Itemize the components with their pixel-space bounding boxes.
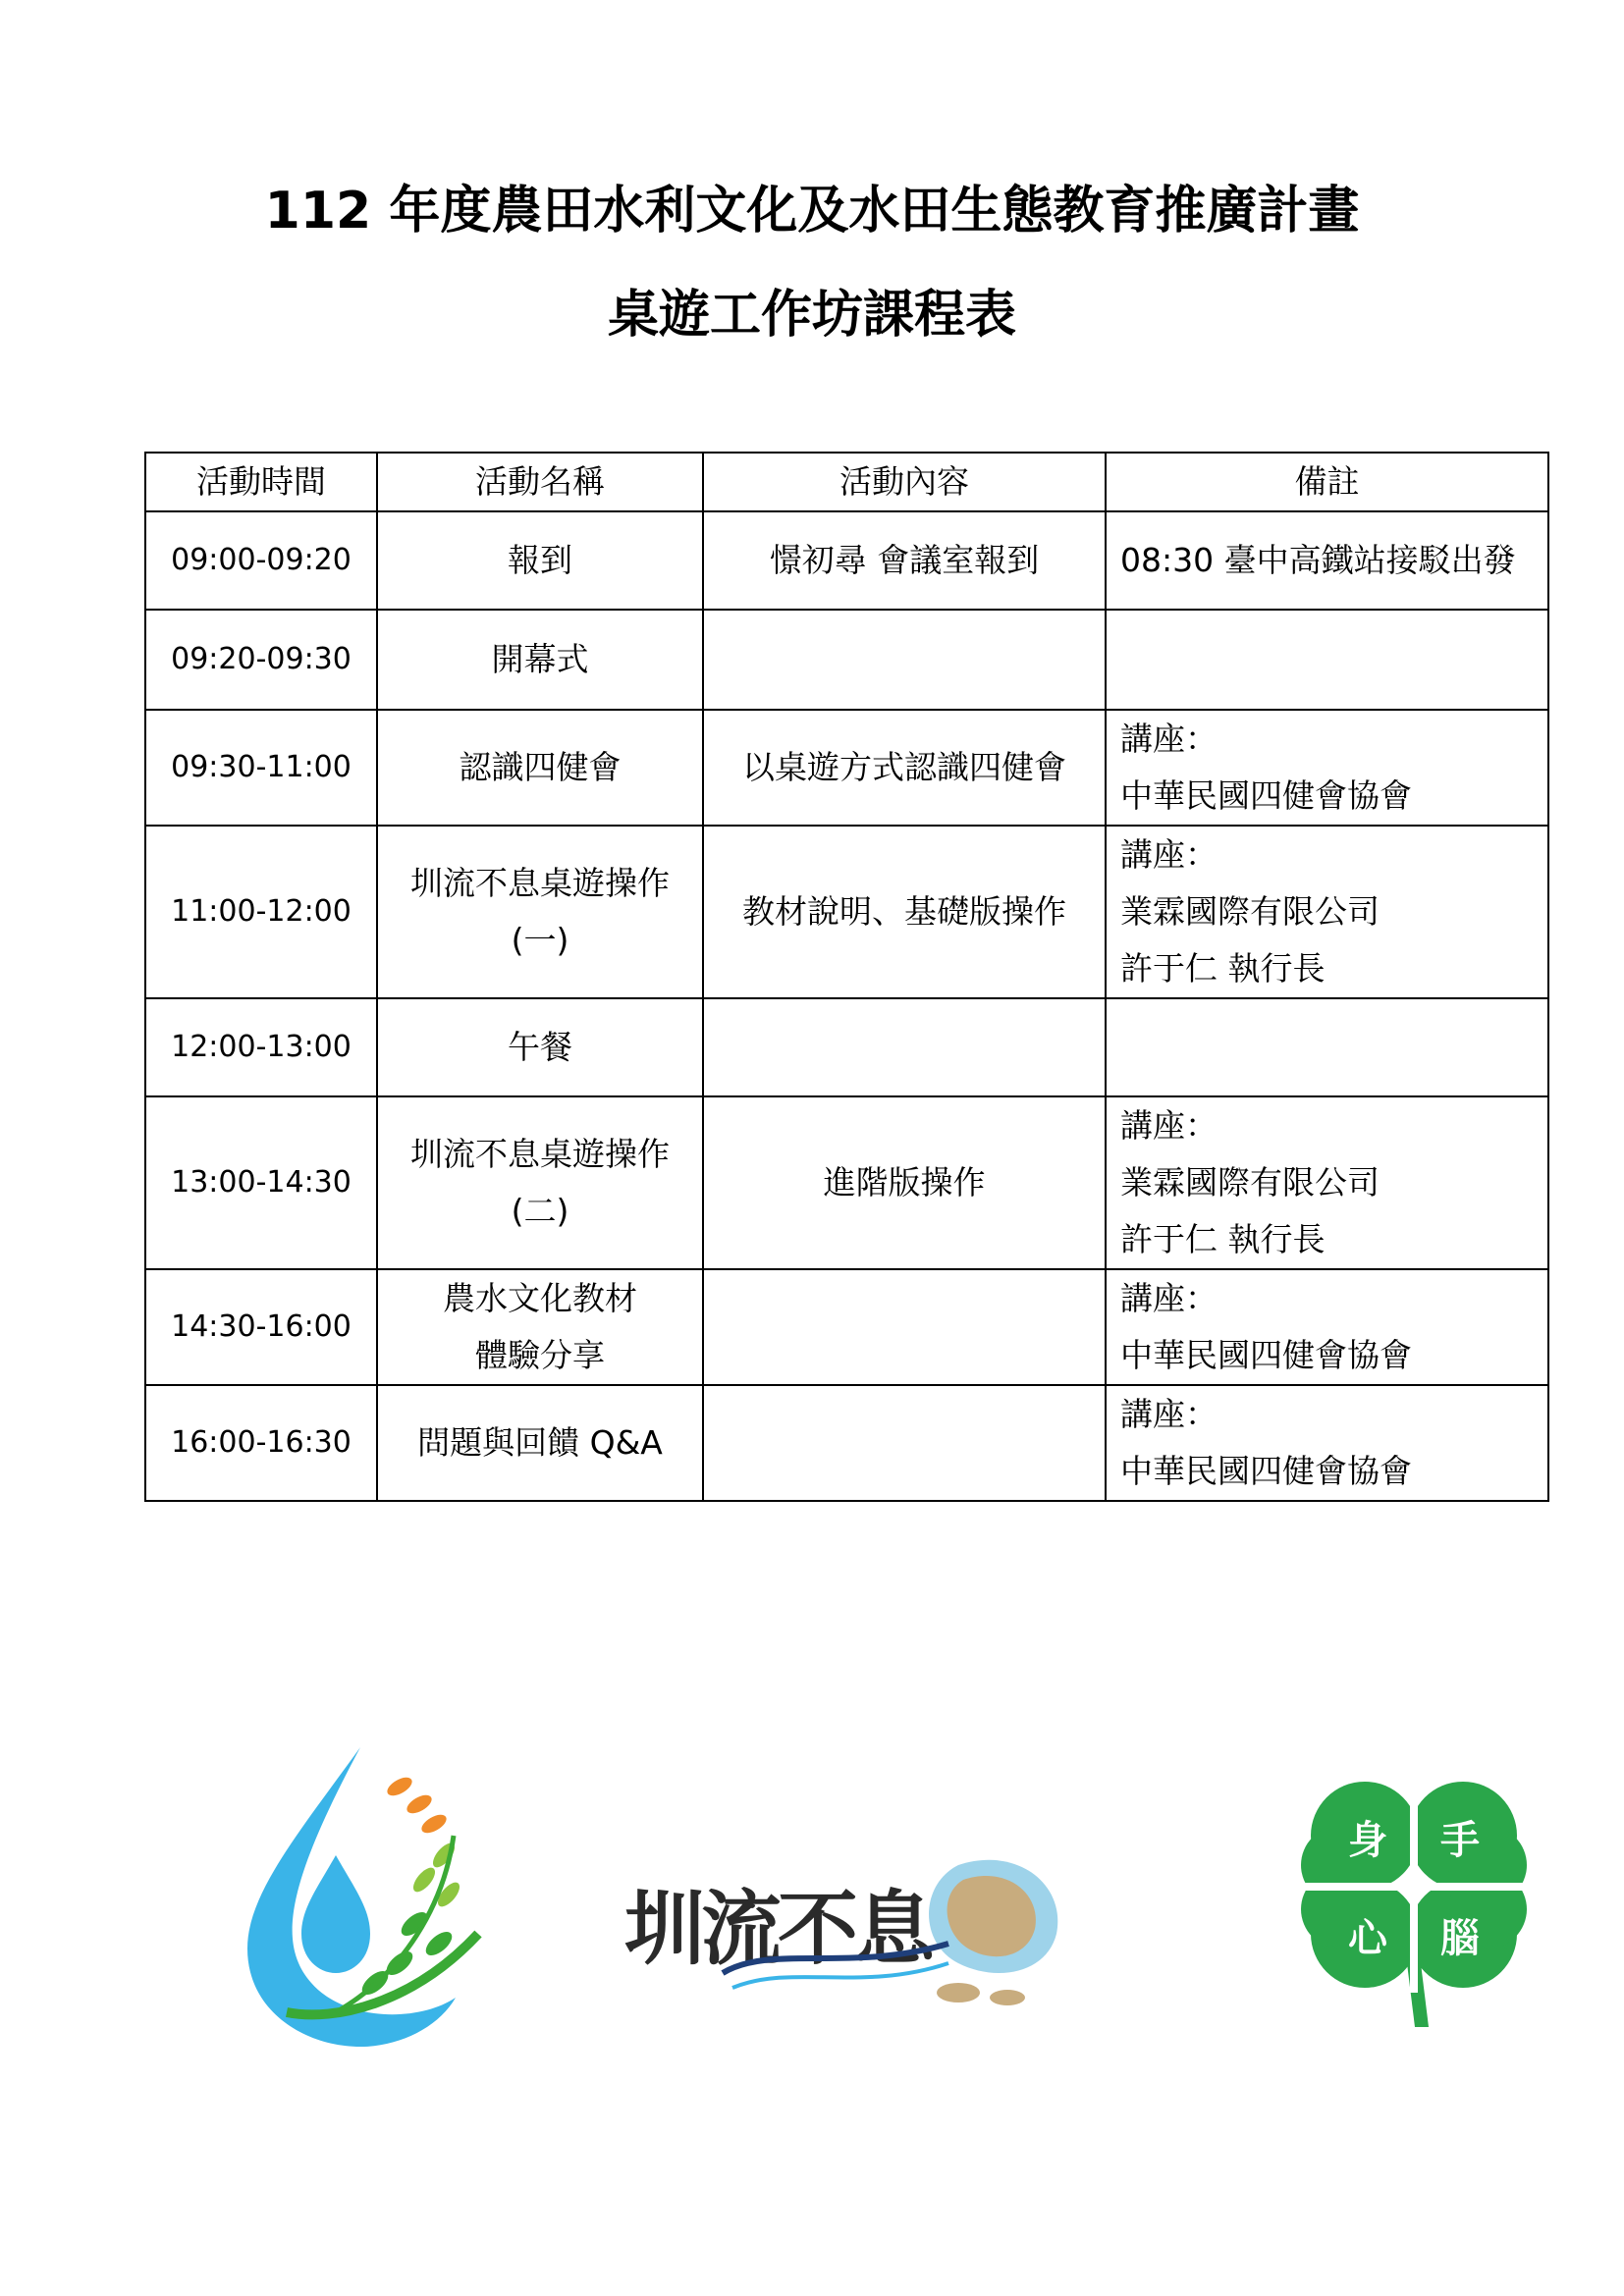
- cell-name: [377, 1269, 703, 1385]
- cell-name: [377, 1385, 703, 1501]
- cell-note-line: 講座：: [1120, 720, 1218, 758]
- cell-note-line: 業霖國際有限公司: [1120, 892, 1380, 931]
- schedule-table: [144, 452, 1549, 1502]
- table-row: [145, 1096, 1548, 1269]
- cell-note-line: 講座：: [1120, 835, 1218, 874]
- header-content: 活動內容: [703, 453, 1106, 511]
- cell-time: 09:20-09:30: [145, 610, 377, 710]
- cell-content: [703, 998, 1106, 1096]
- table-row: [145, 610, 1548, 710]
- table-row: [145, 826, 1548, 998]
- cell-note-line: 講座：: [1120, 1106, 1218, 1145]
- cell-note-line: 許于仁 執行長: [1120, 949, 1326, 988]
- cell-note: [1106, 1269, 1548, 1385]
- table-row: [145, 710, 1548, 826]
- cell-note: [1106, 1385, 1548, 1501]
- cell-note: [1106, 610, 1548, 710]
- clover-word-hand: 手: [1440, 1818, 1480, 1863]
- page-subtitle: 桌遊工作坊課程表: [607, 286, 1016, 345]
- cell-note-line: 許于仁 執行長: [1120, 1220, 1326, 1258]
- cell-name-line: 問題與回饋 Q&A: [417, 1423, 663, 1462]
- cell-name-line: 開幕式: [491, 640, 589, 678]
- four-h-clover-logo: [1281, 1767, 1546, 2032]
- cell-name: [377, 1096, 703, 1269]
- cell-name-line: 認識四健會: [459, 748, 622, 786]
- header-name: 活動名稱: [377, 453, 703, 511]
- cell-name: [377, 610, 703, 710]
- cell-content: [703, 610, 1106, 710]
- cell-content: 進階版操作: [703, 1096, 1106, 1269]
- water-drop-rice-logo: [228, 1728, 513, 2052]
- wave-icon: [624, 1826, 1076, 2022]
- cell-note-line: 08:30 臺中高鐵站接駁出發: [1120, 541, 1516, 579]
- cell-note-line: 中華民國四健會協會: [1120, 1452, 1412, 1490]
- table-row: [145, 1385, 1548, 1501]
- header-time: 活動時間: [145, 453, 377, 511]
- cell-time: 09:30-11:00: [145, 710, 377, 826]
- header-note: 備註: [1106, 453, 1548, 511]
- table-row: [145, 511, 1548, 610]
- cell-time: 12:00-13:00: [145, 998, 377, 1096]
- cell-note-line: 業霖國際有限公司: [1120, 1163, 1380, 1201]
- cell-note: [1106, 998, 1548, 1096]
- cell-note-line: 講座：: [1120, 1395, 1218, 1433]
- cell-content: 以桌遊方式認識四健會: [703, 710, 1106, 826]
- cell-note-line: 講座：: [1120, 1279, 1218, 1317]
- cell-note: [1106, 1096, 1548, 1269]
- cell-name-line: 農水文化教材: [443, 1279, 637, 1317]
- cell-time: 16:00-16:30: [145, 1385, 377, 1501]
- cell-name-line: 圳流不息桌遊操作: [410, 1135, 670, 1173]
- table-row: [145, 1269, 1548, 1385]
- clover-word-heart: 心: [1348, 1916, 1387, 1961]
- cell-content: 教材說明、基礎版操作: [703, 826, 1106, 998]
- cell-name: [377, 826, 703, 998]
- clover-word-brain: 腦: [1440, 1916, 1480, 1961]
- cell-name-line: 體驗分享: [475, 1336, 605, 1374]
- cell-name-line: 午餐: [508, 1028, 572, 1066]
- cell-name-line: (二): [511, 1192, 569, 1230]
- cell-note: [1106, 826, 1548, 998]
- clover-word-body: 身: [1348, 1818, 1387, 1863]
- cell-name: [377, 710, 703, 826]
- table-body: [145, 511, 1548, 1501]
- cell-note-line: 中華民國四健會協會: [1120, 776, 1412, 815]
- cell-content: [703, 1269, 1106, 1385]
- cell-note: [1106, 710, 1548, 826]
- table-header-row: [145, 453, 1548, 511]
- cell-name-line: (一): [511, 921, 569, 959]
- table-row: [145, 998, 1548, 1096]
- cell-name: [377, 998, 703, 1096]
- logos-area: [0, 1728, 1624, 2061]
- cell-name-line: 圳流不息桌遊操作: [410, 864, 670, 902]
- stream-logo-text: 圳流不息: [624, 1883, 932, 1976]
- cell-name: [377, 511, 703, 610]
- cell-note-line: 中華民國四健會協會: [1120, 1336, 1412, 1374]
- stream-game-logo: [624, 1826, 1076, 2022]
- cell-time: 13:00-14:30: [145, 1096, 377, 1269]
- page-title: 112 年度農田水利文化及水田生態教育推廣計畫: [264, 182, 1360, 240]
- cell-note: [1106, 511, 1548, 610]
- cell-content: 憬初尋 會議室報到: [703, 511, 1106, 610]
- cell-time: 11:00-12:00: [145, 826, 377, 998]
- cell-content: [703, 1385, 1106, 1501]
- cell-time: 14:30-16:00: [145, 1269, 377, 1385]
- cell-name-line: 報到: [508, 541, 572, 579]
- cell-time: 09:00-09:20: [145, 511, 377, 610]
